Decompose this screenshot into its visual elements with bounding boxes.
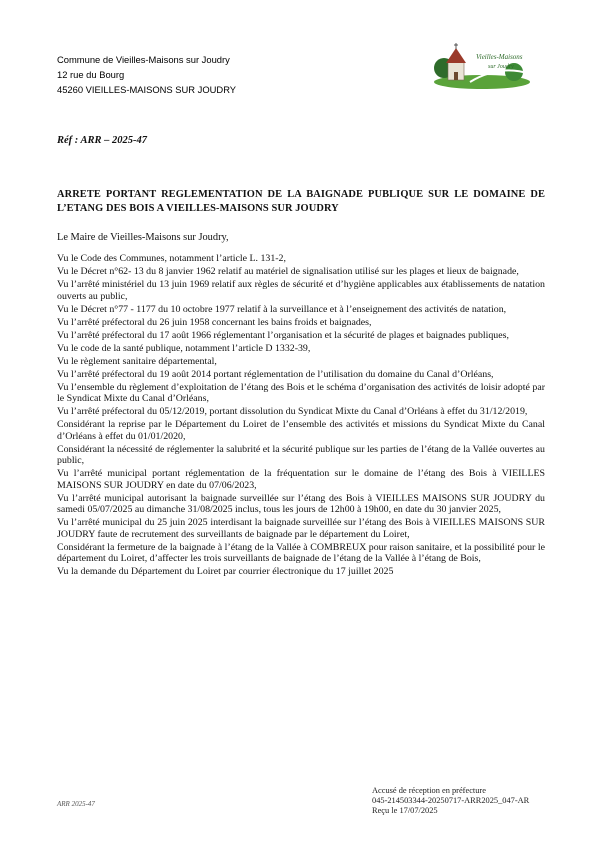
mayor-intro: Le Maire de Vieilles-Maisons sur Joudry,: [57, 232, 229, 243]
footer-reference: ARR 2025-47: [57, 800, 95, 808]
visa-item: Vu l’arrêté ministériel du 13 juin 1969 relatif aux règles de sécurité et d’hygiène applicables aux établissements de natation ouverts au public,: [57, 279, 545, 302]
logo-church-roof: [446, 48, 466, 63]
visa-item: Considérant la reprise par le Département du Loiret de l’ensemble des activités et missions du Syndicat Mixte du Canal d’Orléans à effet du 01/01/2020,: [57, 419, 545, 442]
visa-item: Vu le règlement sanitaire départemental,: [57, 355, 217, 367]
reference-number: Réf : ARR – 2025-47: [57, 135, 148, 146]
logo-text-bottom: sur Joudry: [488, 64, 514, 70]
ack-received-date: Reçu le 17/07/2025: [372, 806, 438, 815]
visa-item: Vu l’arrêté préfectoral du 26 juin 1958 concernant les bains froids et baignades,: [57, 316, 372, 328]
visa-item: Vu l’arrêté municipal portant réglementation de la fréquentation sur le domaine de l’étang des Bois à VIEILLES MAISONS SUR JOUDRY en date du 07/06/2023,: [57, 468, 545, 491]
visa-item: Vu l’arrêté préfectoral du 19 août 2014 portant réglementation de l’utilisation du domaine du Canal d’Orléans,: [57, 368, 494, 380]
ack-title: Accusé de réception en préfecture: [372, 786, 486, 795]
logo-text-top: Vieilles-Maisons: [476, 53, 523, 61]
commune-name: Commune de Vieilles-Maisons sur Joudry: [57, 54, 230, 65]
visas-list: [57, 253, 545, 579]
visa-item: Vu le code de la santé publique, notamment l’article D 1332-39,: [57, 342, 311, 354]
logo-church-door: [454, 72, 458, 80]
visa-item: Vu l’arrêté préfectoral du 17 août 1966 réglementant l’organisation et la sécurité de plages et baignades publiques,: [57, 329, 509, 341]
arrete-title: ARRETE PORTANT REGLEMENTATION DE LA BAIGNADE PUBLIQUE SUR LE DOMAINE DE L’ETANG DES BOIS A VIEILLES-MAISONS SUR JOUDRY: [57, 189, 545, 214]
visa-item: Vu l’arrêté municipal autorisant la baignade surveillée sur l’étang des Bois à VIEILLES MAISONS SUR JOUDRY du samedi 05/07/2025 au dimanche 31/08/2025 inclus, tous les jours de 12h00 à 19h00, en date du 30 janvier 2025,: [57, 492, 545, 515]
visa-item: Vu le Décret n°77 - 1177 du 10 octobre 1977 relatif à la surveillance et à l’enseignement des activités de natation,: [57, 303, 507, 315]
commune-address-block: [57, 52, 236, 97]
commune-logo: [430, 42, 534, 90]
visa-item: Vu l’arrêté préfectoral du 05/12/2019, portant dissolution du Syndicat Mixte du Canal d’Orléans à effet du 31/12/2019,: [57, 406, 528, 417]
visa-item: Vu l’ensemble du règlement d’exploitation de l’étang des Bois et le schéma d’organisation des activités de loisir adopté par le Syndicat Mixte du Canal d’Orléans,: [57, 381, 545, 404]
postal-city: 45260 VIEILLES-MAISONS SUR JOUDRY: [57, 84, 237, 95]
ack-identifier: 045-214503344-20250717-ARR2025_047-AR: [372, 796, 530, 805]
visa-item: Vu le Décret n°62- 13 du 8 janvier 1962 relatif au matériel de signalisation utilisé sur les plages et lieux de baignade,: [57, 266, 519, 277]
prefecture-acknowledgement: [372, 786, 529, 816]
visa-item: Vu l’arrêté municipal du 25 juin 2025 interdisant la baignade surveillée sur l’étang des Bois à VIEILLES MAISONS SUR JOUDRY faute de recrutement des surveillants de baignade par le département du Loiret,: [57, 517, 545, 540]
street-address: 12 rue du Bourg: [57, 69, 125, 80]
visa-item: Vu la demande du Département du Loiret par courrier électronique du 17 juillet 2025: [57, 566, 394, 577]
visa-item: Considérant la nécessité de réglementer la salubrité et la sécurité publique sur les parties de l’étang de la Vallée ouvertes au public,: [57, 443, 545, 466]
visa-item: Considérant la fermeture de la baignade à l’étang de la Vallée à COMBREUX pour raison sanitaire, et la possibilité pour le département du Loiret, d’affecter les trois surveillants de baignade de l’étang de la Vallée à l’étang de Bois,: [57, 541, 545, 564]
visa-item: Vu le Code des Communes, notamment l’article L. 131-2,: [57, 253, 286, 264]
